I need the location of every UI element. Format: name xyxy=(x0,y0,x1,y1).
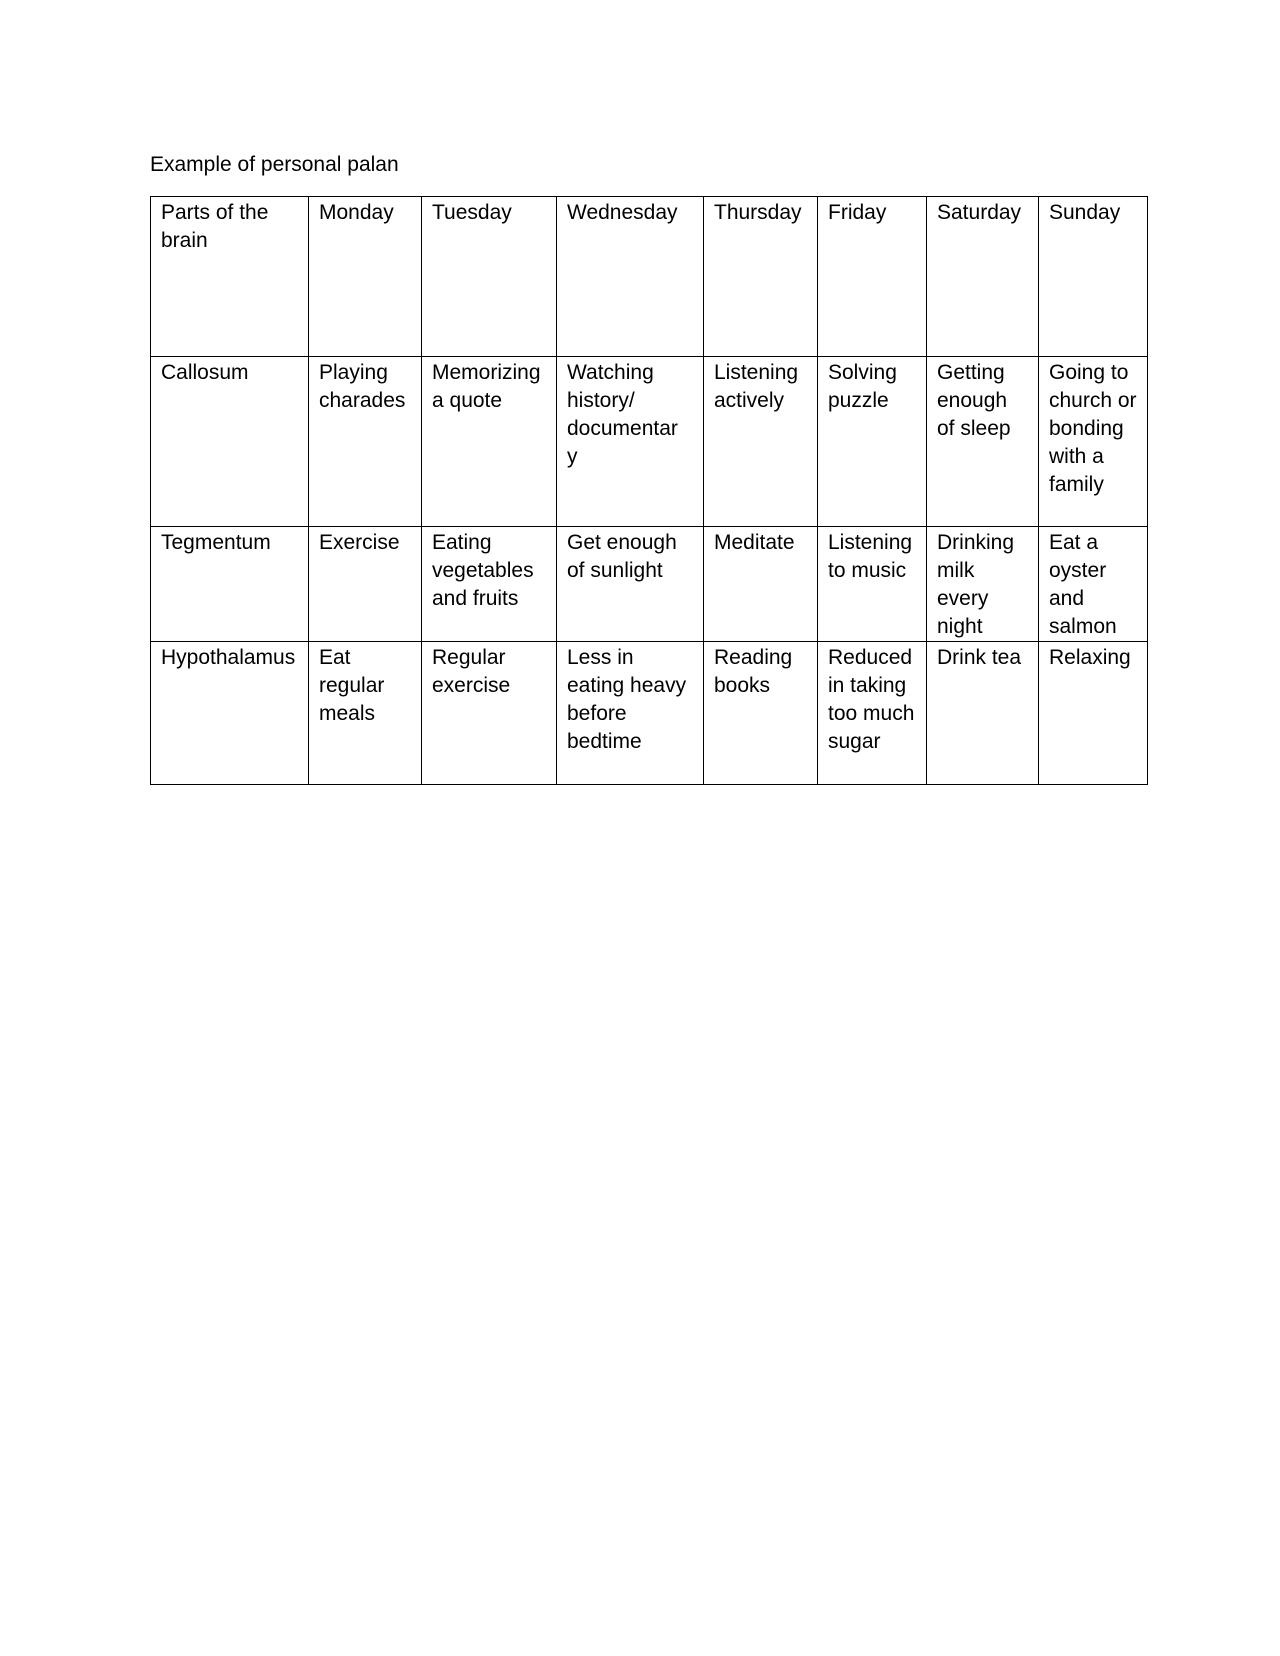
table-cell xyxy=(557,527,704,642)
personal-plan-table xyxy=(150,196,1148,785)
activity-text: Memorizing a quote xyxy=(432,361,541,412)
table-cell xyxy=(704,642,818,785)
activity-text: Reduced in taking too much sugar xyxy=(828,646,915,753)
document-title: Example of personal palan xyxy=(150,153,399,176)
table-cell xyxy=(422,642,557,785)
table-cell xyxy=(818,527,927,642)
activity-text: Going to church or bonding with a family xyxy=(1049,361,1137,496)
header-cell-thursday xyxy=(704,197,818,357)
table-row xyxy=(151,357,1148,527)
header-label: Parts of the brain xyxy=(161,201,269,252)
table-header-row xyxy=(151,197,1148,357)
activity-text: Reading books xyxy=(714,646,793,697)
header-label: Thursday xyxy=(714,201,802,224)
row-label-cell xyxy=(151,642,309,785)
header-label: Friday xyxy=(828,201,887,224)
table-row xyxy=(151,642,1148,785)
header-cell-parts xyxy=(151,197,309,357)
table-cell xyxy=(818,357,927,527)
header-label: Saturday xyxy=(937,201,1022,224)
activity-text: Relaxing xyxy=(1049,646,1131,669)
table-cell xyxy=(1039,527,1148,642)
table-cell xyxy=(927,357,1039,527)
header-cell-monday xyxy=(309,197,422,357)
table-cell xyxy=(1039,357,1148,527)
activity-text: Listening actively xyxy=(714,361,799,412)
activity-text: Getting enough of sleep xyxy=(937,361,1011,440)
brain-part-label: Tegmentum xyxy=(161,531,271,554)
table-cell xyxy=(927,527,1039,642)
header-label: Wednesday xyxy=(567,201,678,224)
row-label-cell xyxy=(151,527,309,642)
table-cell xyxy=(818,642,927,785)
table-cell xyxy=(704,357,818,527)
table-cell xyxy=(1039,642,1148,785)
table-cell xyxy=(309,527,422,642)
brain-part-label: Hypothalamus xyxy=(161,646,296,669)
header-cell-tuesday xyxy=(422,197,557,357)
activity-text: Solving puzzle xyxy=(828,361,897,412)
activity-text: Eat regular meals xyxy=(319,646,385,725)
table-cell xyxy=(422,527,557,642)
activity-text: Meditate xyxy=(714,531,795,554)
activity-text: Regular exercise xyxy=(432,646,511,697)
activity-text: Listening to music xyxy=(828,531,913,582)
activity-text: Exercise xyxy=(319,531,400,554)
activity-text: Get enough of sunlight xyxy=(567,531,677,582)
header-cell-saturday xyxy=(927,197,1039,357)
activity-text: Playing charades xyxy=(319,361,406,412)
header-cell-friday xyxy=(818,197,927,357)
table-cell xyxy=(309,357,422,527)
header-cell-wednesday xyxy=(557,197,704,357)
header-cell-sunday xyxy=(1039,197,1148,357)
activity-text: Drinking milk every night xyxy=(937,531,1015,638)
activity-text: Less in eating heavy before bedtime xyxy=(567,646,687,753)
table-cell xyxy=(704,527,818,642)
table-cell xyxy=(422,357,557,527)
table-row xyxy=(151,527,1148,642)
table-cell xyxy=(309,642,422,785)
row-label-cell xyxy=(151,357,309,527)
header-label: Tuesday xyxy=(432,201,512,224)
activity-text: Watching history/ documentar y xyxy=(567,361,678,468)
activity-text: Eating vegetables and fruits xyxy=(432,531,534,610)
activity-text: Eat a oyster and salmon xyxy=(1049,531,1117,638)
activity-text: Drink tea xyxy=(937,646,1022,669)
table-cell xyxy=(557,642,704,785)
table-cell xyxy=(927,642,1039,785)
header-label: Sunday xyxy=(1049,201,1121,224)
brain-part-label: Callosum xyxy=(161,361,249,384)
header-label: Monday xyxy=(319,201,394,224)
table-cell xyxy=(557,357,704,527)
